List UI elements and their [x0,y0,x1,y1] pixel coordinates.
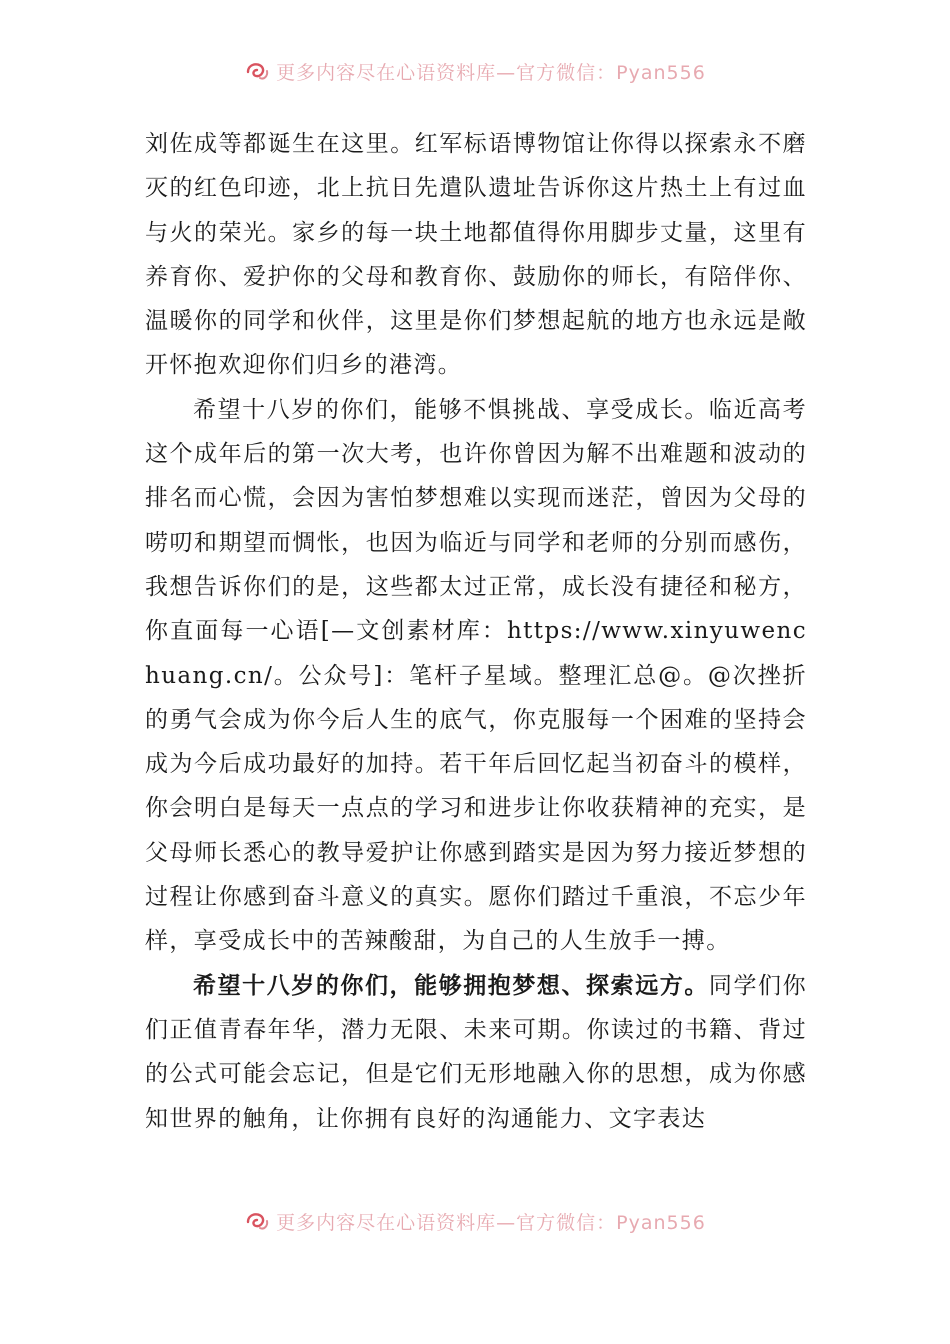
logo-icon [244,58,270,84]
header-watermark [0,56,950,86]
paragraph-3-text: 同学们你们正值青春年华，潜力无限、未来可期。你读过的书籍、背过的公式可能会忘记，但是它们无形地融入你的思想，成为你感知世界的触角，让你拥有良好的沟通能力、文字表达 [145,972,807,1132]
paragraph-1-text: 刘佐成等都诞生在这里。红军标语博物馆让你得以探索永不磨灭的红色印迹，北上抗日先遣队遗址告诉你这片热土上有过血与火的荣光。家乡的每一块土地都值得你用脚步丈量，这里有养育你、爱护你的父母和教育你、鼓励你的师长，有陪伴你、温暖你的同学和伙伴，这里是你们梦想起航的地方也永远是敞开怀抱欢迎你们归乡的港湾。 [145,131,807,379]
paragraph-1 [145,122,807,388]
document-body [145,122,807,1141]
logo-icon [244,1208,270,1234]
watermark-text: 更多内容尽在心语资料库—官方微信：Pyan556 [276,1211,706,1234]
watermark-text: 更多内容尽在心语资料库—官方微信：Pyan556 [276,61,706,84]
paragraph-3-lead: 希望十八岁的你们，能够拥抱梦想、探索远方。 [193,971,709,999]
paragraph-3 [145,964,807,1141]
paragraph-2 [145,388,807,964]
paragraph-2-text: 希望十八岁的你们，能够不惧挑战、享受成长。临近高考这个成年后的第一次大考，也许你曾因为解不出难题和波动的排名而心慌，会因为害怕梦想难以实现而迷茫，曾因为父母的唠叨和期望而惆怅，也因为临近与同学和老师的分别而感伤，我想告诉你们的是，这些都太过正常，成长没有捷径和秘方，你直面每一心语[—文创素材库：https://www.xinyuwenchuang.cn/。公众号]：笔杆子星域。整理汇总@。@次挫折的勇气会成为你今后人生的底气，你克服每一个困难的坚持会成为今后成功最好的加持。若干年后回忆起当初奋斗的模样，你会明白是每天一点点的学习和进步让你收获精神的充实，是父母师长悉心的教导爱护让你感到踏实是因为努力接近梦想的过程让你感到奋斗意义的真实。愿你们踏过千重浪，不忘少年样，享受成长中的苦辣酸甜，为自己的人生放手一搏。 [145,396,807,955]
footer-watermark [0,1206,950,1236]
